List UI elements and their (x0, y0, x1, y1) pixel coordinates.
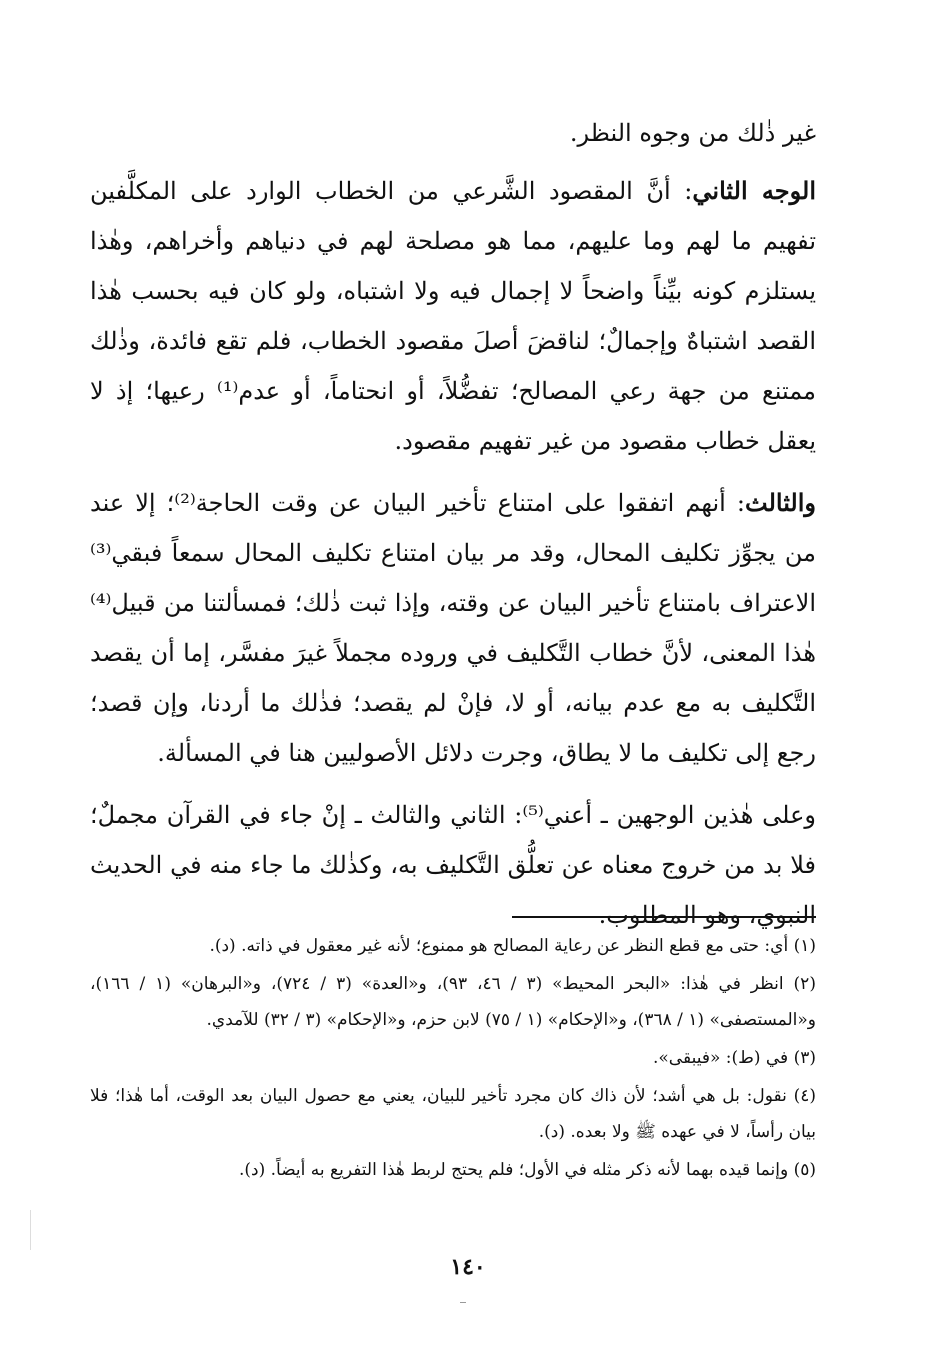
footnote-3: (٣) في (ط): «فيبقى». (653, 1048, 816, 1068)
paragraph-text: غير ذٰلك من وجوه النظر. (569, 119, 816, 147)
paragraph-text: : أنهم اتفقوا على امتناع تأخير البيان عن وقت الحاجة⁽²⁾؛ إلا عند من يجوِّز تكليف المحال، وقد مر بيان امتناع تكليف المحال سمعاً فبقي⁽³⁾ الاعتراف بامتناع تأخير البيان عن وقته، وإذا ثبت ذٰلك؛ فمسألتنا من قبيل⁽⁴⁾ هٰذا المعنى، لأنَّ خطاب التَّكليف في وروده مجملاً غيرَ مفسَّر، إما أن يقصد التَّكليف به مع عدم بيانه، أو لا، فإنْ لم يقصد؛ فذٰلك ما أردنا، وإن قصد؛ رجع إلى تكليف ما لا يطاق، وجرت دلائل الأصوليين هنا في المسألة. (90, 489, 816, 767)
paragraph-lead: الوجه الثاني (692, 176, 816, 205)
paragraph-second-aspect (90, 166, 816, 466)
footnote-1: (١) أي: حتى مع قطع النظر عن رعاية المصالح هو ممنوع؛ لأنه غير معقول في ذاته. (د). (209, 936, 816, 956)
footnotes (90, 928, 816, 1190)
footnote-2: (٢) انظر في هٰذا: «البحر المحيط» (٣ / ٤٦، ٩٣)، و«العدة» (٣ / ٧٢٤)، و«البرهان» (١ / ١٦٦)، و«المستصفى» (١ / ٣٦٨)، و«الإحكام» (١ / ٧٥) لابن حزم، و«الإحكام» (٣ / ٣٢) للآمدي. (90, 974, 816, 1030)
footnote-4: (٤) نقول: بل هي أشد؛ لأن ذاك كان مجرد تأخير للبيان، يعني مع حصول البيان بعد الوقت، أما هٰذا؛ فلا بيان رأساً، لا في عهده ﷺ ولا بعده. (د). (90, 1086, 816, 1142)
scan-edge (30, 1210, 31, 1250)
footnote-divider (512, 916, 816, 918)
paragraph-text: وعلى هٰذين الوجهين ـ أعني⁽⁵⁾: الثاني والثالث ـ إنْ جاء في القرآن مجملٌ؛ فلا بد من خروج معناه عن تعلُّق التَّكليف به، وكذٰلك ما جاء منه في الحديث النبوي، وهو المطلوب. (90, 801, 816, 929)
paragraph-lead: والثالث (745, 488, 817, 517)
paragraph-text: : أنَّ المقصود الشَّرعي من الخطاب الوارد على المكلَّفين تفهيم ما لهم وما عليهم، مما هو مصلحة لهم في دنياهم وأخراهم، وهٰذا يستلزم كونه بيِّناً واضحاً لا إجمال فيه ولا اشتباه، ولو كان فيه بحسب هٰذا القصد اشتباهٌ وإجمالٌ؛ لناقضَ أصلَ مقصود الخطاب، فلم تقع فائدة، وذٰلك ممتنع من جهة رعي المصالح؛ تفضُّلاً، أو انحتاماً، أو عدم⁽¹⁾ رعيها؛ إذ لا يعقل خطاب مقصود من غير تفهيم مقصود. (90, 177, 817, 455)
footnote-5: (٥) وإنما قيده بهما لأنه ذكر مثله في الأول؛ فلم يحتج لربط هٰذا التفريع به أيضاً. (د). (238, 1160, 816, 1180)
scan-mark (460, 1302, 466, 1303)
paragraph-third-aspect (90, 478, 816, 778)
page-number: ١٤٠ (450, 1254, 486, 1280)
paragraph-intro (90, 108, 816, 158)
main-text (90, 108, 816, 952)
